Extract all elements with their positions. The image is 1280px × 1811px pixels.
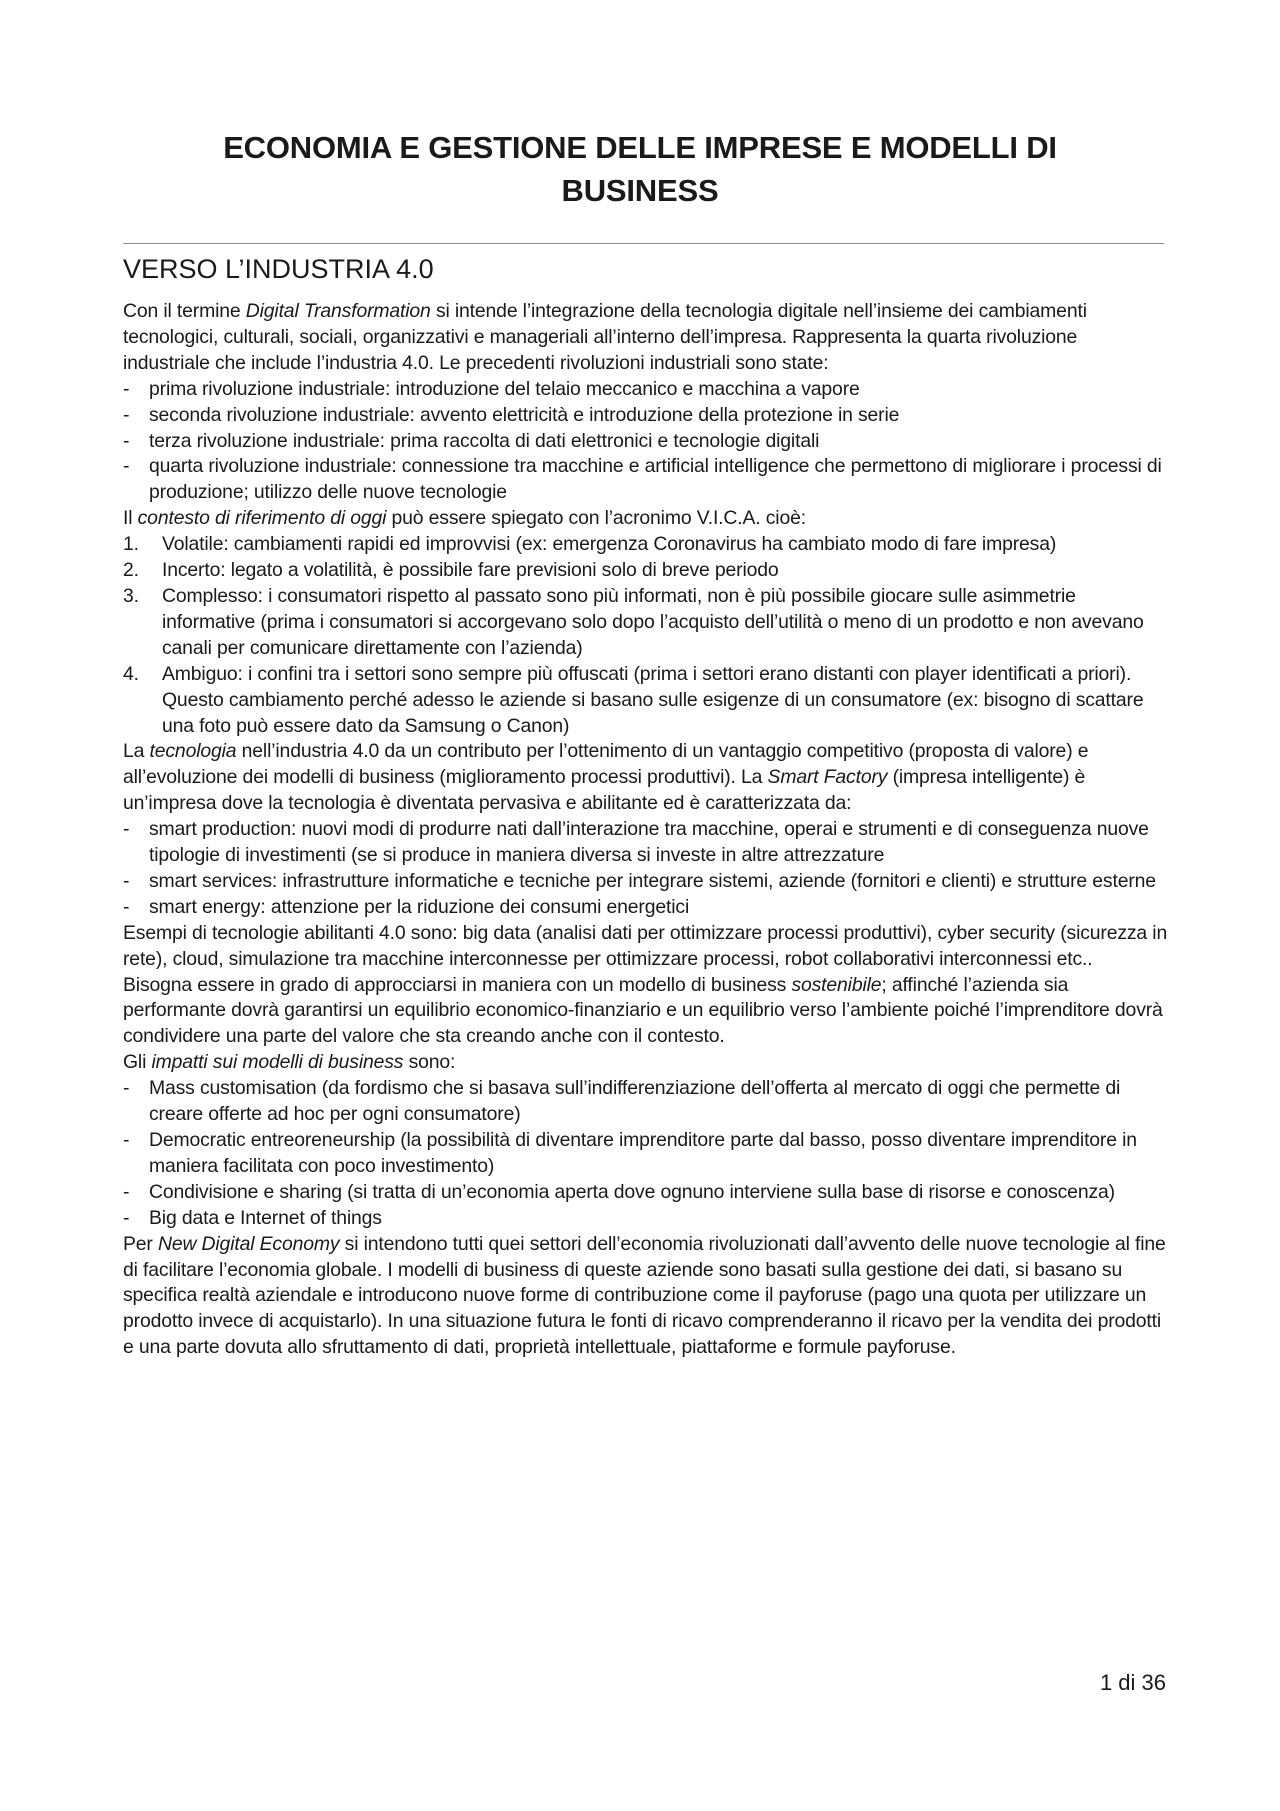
list-item bbox=[123, 1206, 1169, 1232]
paragraph-impacts-intro bbox=[123, 1050, 1169, 1076]
list-item-text: smart production: nuovi modi di produrre nati dall’interazione tra macchine, operai e strumenti e di conseguenza nuove tipologie di investimenti (se si produce in maniera diversa si investe in altre attrezzature bbox=[149, 818, 1149, 867]
list-item-text: seconda rivoluzione industriale: avvento elettricità e introduzione della protezione in serie bbox=[149, 403, 900, 426]
text-span: si intende l’integrazione della tecnologia digitale nell’insieme dei cambiamenti tecnologici, culturali, sociali, organizzativi e manageriali all’interno dell’impresa. Rappresenta la quarta rivoluzione industriale che include l’industria 4.0. Le precedenti rivoluzioni industriali sono state: bbox=[123, 300, 1087, 374]
emphasis-term: impatti sui modelli di business bbox=[151, 1051, 404, 1074]
numbered-item-text: Volatile: cambiamenti rapidi ed improvvisi (ex: emergenza Coronavirus ha cambiato modo di fare impresa) bbox=[162, 533, 1057, 556]
list-item-text: terza rivoluzione industriale: prima raccolta di dati elettronici e tecnologie digitali bbox=[149, 429, 820, 452]
section-divider bbox=[123, 243, 1164, 244]
bullet-dash: - bbox=[123, 1206, 130, 1229]
list-item bbox=[123, 377, 1169, 403]
emphasis-term: Digital Transformation bbox=[245, 300, 431, 322]
bullet-dash: - bbox=[123, 1180, 130, 1203]
list-item bbox=[123, 1180, 1169, 1206]
paragraph-enabling-technologies: Esempi di tecnologie abilitanti 4.0 sono: big data (analisi dati per ottimizzare processi produttivi), cyber security (sicurezza in rete), cloud, simulazione tra macchine interconnesse per ottimizzare processi, robot collaborativi interconnessi etc.. bbox=[123, 921, 1168, 970]
text-span: Per bbox=[123, 1232, 158, 1255]
item-number: 3. bbox=[123, 584, 139, 607]
numbered-item bbox=[123, 532, 1169, 558]
emphasis-term: contesto di riferimento di oggi bbox=[137, 507, 387, 530]
revolutions-list bbox=[123, 377, 1169, 507]
numbered-item bbox=[123, 584, 1169, 662]
text-span: Con il termine bbox=[123, 300, 246, 322]
list-item bbox=[123, 1128, 1169, 1180]
numbered-item-text: Ambiguo: i confini tra i settori sono sempre più offuscati (prima i settori erano distanti con player identificati a priori). Questo cambiamento perché adesso le aziende si basano sulle esigenze di un consumatore (ex: bisogno di scattare una foto può essere dato da Samsung o Canon) bbox=[162, 662, 1144, 737]
bullet-dash: - bbox=[123, 895, 130, 918]
numbered-item bbox=[123, 662, 1169, 740]
list-item-text: Condivisione e sharing (si tratta di un’economia aperta dove ognuno interviene sulla base di risorse e conoscenza) bbox=[149, 1180, 1115, 1203]
paragraph-digital-transformation bbox=[123, 299, 1169, 377]
smart-factory-list bbox=[123, 817, 1169, 921]
text-span: ; affinché l’azienda sia performante dovrà garantirsi un equilibrio economico-finanziario e un equilibrio verso l’ambiente poiché l’imprenditore dovrà condividere una parte del valore che sta creando anche con il contesto. bbox=[123, 973, 1163, 1048]
numbered-item-text: Complesso: i consumatori rispetto al passato sono più informati, non è più possibile giocare sulle asimmetrie informative (prima i consumatori si accorgevano solo dopo l’acquisto dell’utilità o meno di un prodotto e non avevano canali per comunicare direttamente con l’azienda) bbox=[162, 584, 1144, 659]
vica-list bbox=[123, 532, 1169, 739]
text-span: Bisogna essere in grado di approcciarsi in maniera con un modello di business bbox=[123, 973, 792, 996]
list-item bbox=[123, 454, 1169, 506]
list-item bbox=[123, 817, 1169, 869]
bullet-dash: - bbox=[123, 377, 130, 400]
impacts-list bbox=[123, 1076, 1169, 1231]
paragraph-sustainability bbox=[123, 973, 1169, 1051]
emphasis-term: Smart Factory bbox=[767, 766, 888, 789]
list-item bbox=[123, 403, 1169, 429]
bullet-dash: - bbox=[123, 1129, 130, 1151]
list-item bbox=[123, 895, 1169, 921]
list-item-text: prima rivoluzione industriale: introduzione del telaio meccanico e macchina a vapore bbox=[149, 377, 860, 400]
list-item-text: Democratic entreoreneurship (la possibilità di diventare imprenditore parte dal basso, posso diventare imprenditore in maniera facilitata con poco investimento) bbox=[149, 1129, 1137, 1177]
text-span: si intendono tutti quei settori dell’economia rivoluzionati dall’avvento delle nuove tecnologie al fine di facilitare l’economia globale. I modelli di business di queste aziende sono basati sulla gestione dei dati, si basano su specifica realtà aziendale e introducono nuove forme di contribuzione come il payforuse (pago una quota per utilizzare un prodotto invece di acquistarlo). In una situazione futura le fonti di ricavo comprenderanno il ricavo per la vendita dei prodotti e una parte dovuta allo sfruttamento di dati, proprietà intellettuale, piattaforme e formule payforuse. bbox=[123, 1232, 1166, 1359]
list-item-text: quarta rivoluzione industriale: connessione tra macchine e artificial intelligence che permettono di migliorare i processi di produzione; utilizzo delle nuove tecnologie bbox=[149, 455, 1162, 504]
text-span: sono: bbox=[403, 1051, 456, 1074]
page-number: 1 di 36 bbox=[1099, 1670, 1166, 1695]
bullet-dash: - bbox=[123, 818, 130, 841]
document-body bbox=[123, 299, 1169, 1361]
list-item-text: Mass customisation (da fordismo che si basava sull’indifferenziazione dell’offerta al mercato di oggi che permette di creare offerte ad hoc per ogni consumatore) bbox=[149, 1077, 1121, 1126]
bullet-dash: - bbox=[123, 1077, 130, 1100]
list-item bbox=[123, 429, 1169, 455]
text-span: può essere spiegato con l’acronimo V.I.C.A. cioè: bbox=[386, 507, 806, 530]
list-item-text: Big data e Internet of things bbox=[149, 1206, 382, 1229]
paragraph-smart-factory bbox=[123, 739, 1169, 817]
bullet-dash: - bbox=[123, 403, 130, 426]
item-number: 2. bbox=[123, 559, 139, 582]
list-item bbox=[123, 1076, 1169, 1128]
list-item-text: smart services: infrastrutture informatiche e tecniche per integrare sistemi, aziende (fornitori e clienti) e strutture esterne bbox=[149, 869, 1156, 892]
emphasis-term: New Digital Economy bbox=[157, 1232, 340, 1255]
numbered-item bbox=[123, 558, 1169, 584]
text-span: nell’industria 4.0 da un contributo per l’ottenimento di un vantaggio competitivo (proposta di valore) e all’evoluzione dei modelli di business (miglioramento processi produttivi). La bbox=[123, 740, 1089, 789]
numbered-item-text: Incerto: legato a volatilità, è possibile fare previsioni solo di breve periodo bbox=[162, 559, 779, 582]
emphasis-term: tecnologia bbox=[149, 740, 237, 763]
document-title: ECONOMIA E GESTIONE DELLE IMPRESE E MODELLI DI BUSINESS bbox=[223, 130, 1057, 208]
bullet-dash: - bbox=[123, 869, 130, 892]
text-span: Gli bbox=[123, 1051, 152, 1074]
list-item-text: smart energy: attenzione per la riduzione dei consumi energetici bbox=[149, 895, 690, 918]
paragraph-new-digital-economy bbox=[123, 1232, 1169, 1362]
paragraph-vica-intro bbox=[123, 506, 1169, 532]
text-span: (impresa intelligente) è un’impresa dove la tecnologia è diventata pervasiva e abilitante ed è caratterizzata da: bbox=[123, 766, 1086, 815]
text-span: La bbox=[123, 740, 150, 763]
bullet-dash: - bbox=[123, 429, 130, 452]
text-span: Il bbox=[123, 507, 138, 530]
list-item bbox=[123, 869, 1169, 895]
emphasis-term: sostenibile bbox=[791, 973, 882, 996]
bullet-dash: - bbox=[123, 455, 130, 478]
item-number: 4. bbox=[123, 662, 139, 685]
item-number: 1. bbox=[123, 533, 139, 556]
section-heading: VERSO L’INDUSTRIA 4.0 bbox=[123, 254, 434, 284]
